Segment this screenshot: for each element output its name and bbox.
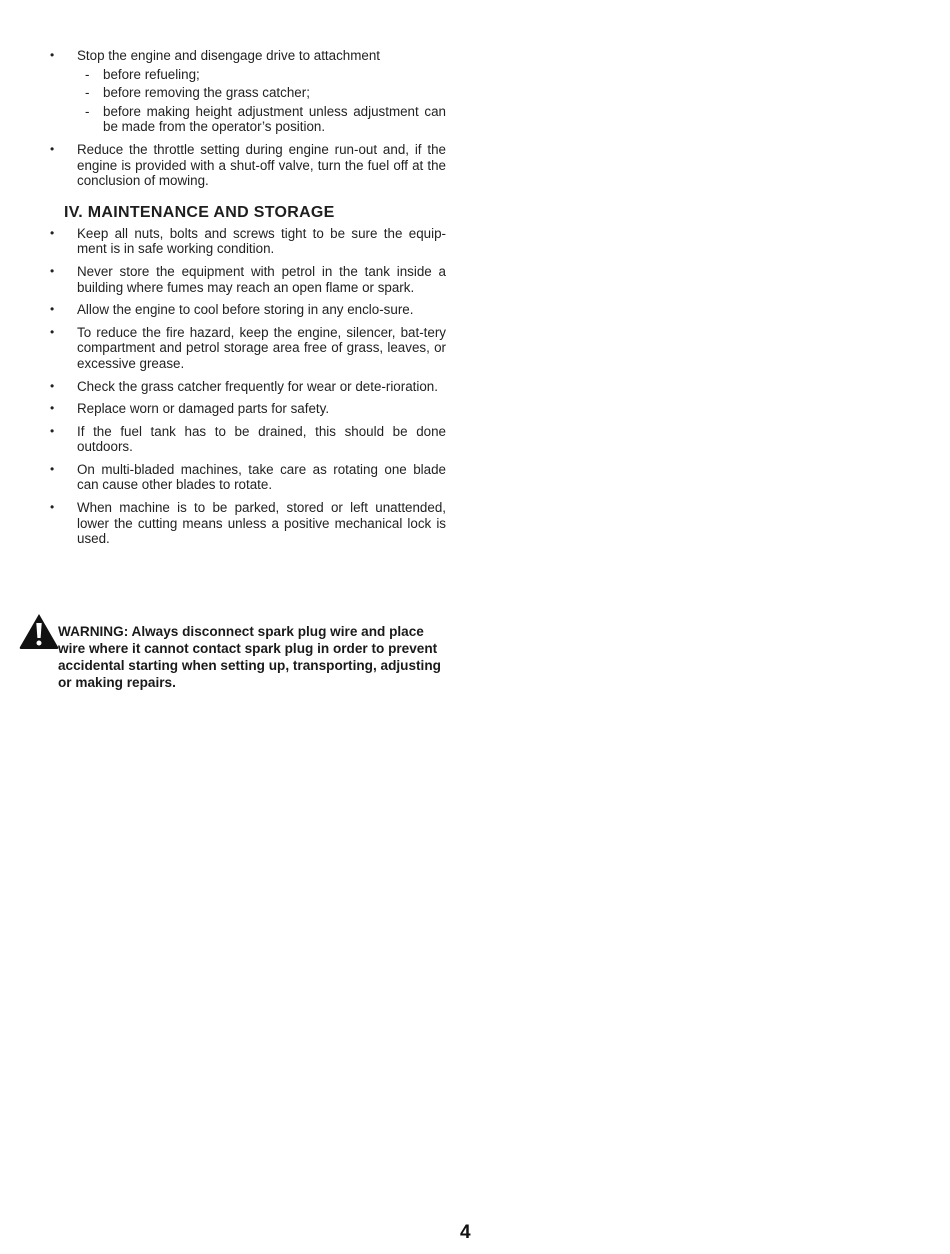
sub-item-text: before making height adjustment unless adjustment can be made from the operator’s position. <box>103 103 446 135</box>
bullet-marker: • <box>50 48 55 62</box>
bullet-text: When machine is to be parked, stored or left unattended, lower the cutting means unless a positive mechanical lock is used. <box>77 500 446 547</box>
dash-marker: - <box>85 66 90 82</box>
list-item <box>50 401 446 417</box>
sub-item <box>77 85 446 101</box>
bullet-text: Keep all nuts, bolts and screws tight to be sure the equip-ment is in safe working condition. <box>77 225 446 257</box>
list-item <box>50 302 446 318</box>
bullet-marker: • <box>50 401 55 416</box>
warning-block <box>18 612 448 691</box>
sub-item-text: before removing the grass catcher; <box>103 85 310 101</box>
bullet-marker: • <box>50 423 55 438</box>
dash-marker: - <box>85 85 90 101</box>
warning-triangle-icon <box>18 612 60 650</box>
bullet-marker: • <box>50 324 55 339</box>
list-item <box>50 48 446 135</box>
sub-item <box>77 104 446 135</box>
list-item <box>50 325 446 372</box>
bullet-marker: • <box>50 461 55 476</box>
bullet-marker: • <box>50 263 55 278</box>
sub-item <box>77 67 446 83</box>
bullet-text: If the fuel tank has to be drained, this should be done outdoors. <box>77 423 446 455</box>
bullet-text: Replace worn or damaged parts for safety. <box>77 401 330 417</box>
warning-text: WARNING: Always disconnect spark plug wire and place wire where it cannot contact spark plug in order to prevent accidental starting when setting up, transporting, adjusting or making repairs. <box>58 624 441 690</box>
list-item <box>50 264 446 295</box>
list-item <box>50 379 446 395</box>
bullet-text: Allow the engine to cool before storing in any enclo-sure. <box>77 302 414 318</box>
bullet-marker: • <box>50 141 55 156</box>
bullet-text: Check the grass catcher frequently for wear or dete-rioration. <box>77 378 438 394</box>
list-item <box>50 424 446 455</box>
bullet-marker: • <box>50 500 55 515</box>
list-item <box>50 226 446 257</box>
bullet-text: Stop the engine and disengage drive to attachment <box>77 48 380 63</box>
list-item <box>50 500 446 547</box>
bullet-marker: • <box>50 302 55 317</box>
bullet-text: On multi-bladed machines, take care as rotating one blade can cause other blades to rotate. <box>77 461 446 493</box>
maintenance-bullet-list <box>50 226 446 547</box>
list-item <box>50 462 446 493</box>
text-column <box>50 48 446 554</box>
list-item <box>50 142 446 189</box>
sub-item-list <box>77 67 446 135</box>
page-number: 4 <box>460 1222 471 1243</box>
bullet-text: To reduce the fire hazard, keep the engine, silencer, bat-tery compartment and petrol storage area free of grass, leaves, or excessive grease. <box>77 324 446 371</box>
intro-bullet-list <box>50 48 446 189</box>
bullet-marker: • <box>50 378 55 393</box>
dash-marker: - <box>85 103 90 119</box>
sub-item-text: before refueling; <box>103 66 200 82</box>
section-heading: IV. MAINTENANCE AND STORAGE <box>64 203 335 221</box>
bullet-marker: • <box>50 225 55 240</box>
bullet-text: Never store the equipment with petrol in the tank inside a building where fumes may reach an open flame or spark. <box>77 263 446 295</box>
bullet-text: Reduce the throttle setting during engine run-out and, if the engine is provided with a shut-off valve, turn the fuel off at the conclusion of mowing. <box>77 141 446 189</box>
